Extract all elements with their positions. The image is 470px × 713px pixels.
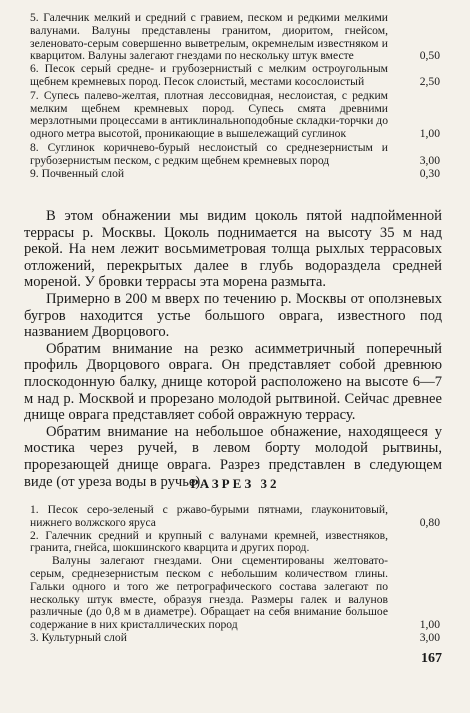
layer-6-thickness: 2,50 — [419, 74, 440, 88]
section-item-1 — [30, 504, 440, 530]
section-item-2 — [30, 530, 440, 632]
layer-9-text: 9. Почвенный слой — [30, 166, 125, 180]
paragraph-3: Обратим внимание на резко асимметричный поперечный профиль Дворцового оврага. Он представляет собой древнюю плоскодонную балку, днище которой расположено на высоте 6—7 м над р. Москвой и прорезано молодой рытвиной. Сейчас древнее днище оврага представляет собой овражную террасу. — [24, 340, 442, 424]
layer-list-bottom — [30, 504, 440, 645]
section-title: РАЗРЕЗ 32 — [190, 476, 280, 491]
layer-item-7 — [30, 90, 440, 141]
section-item-1-thickness: 0,80 — [419, 515, 440, 529]
section-item-1-text: 1. Песок серо-зеленый с ржаво-бурыми пятнами, глауконитовый, нижнего волжского яруса — [30, 503, 388, 529]
section-item-2-subtext: Валуны залегают гнездами. Они сцементированы желтовато-серым, среднезернистым песком с небольшим количеством глины. Гальки одного и того же петрографического состава залегают по нескольку штук вместе, образуя гнезда. Размеры галек и валунов различные (до 0,8 м в диаметре). Обращает на себя внимание большое содержание в них кристаллических пород — [30, 554, 388, 632]
section-item-3-thickness: 3,00 — [419, 630, 440, 644]
layer-7-text: 7. Супесь палево-желтая, плотная лессовидная, неслоистая, с редким мелким щебнем кремневых пород. Супесь смята древними мерзлотными процессами в антиклинальноподобные складки-торчки до одного метра высотой, проникающие в вышележащий суглинок — [30, 88, 388, 141]
layer-5-thickness: 0,50 — [419, 49, 440, 63]
section-item-2-text: 2. Галечник средний и крупный с валунами кремней, известняков, гранита, гнейса, шокшинского кварцита и других пород. — [30, 528, 388, 555]
section-item-2-thickness: 1,00 — [419, 618, 440, 632]
layer-7-thickness: 1,00 — [419, 127, 440, 141]
layer-9-thickness: 0,30 — [419, 166, 440, 180]
layer-item-5 — [30, 12, 440, 63]
paragraph-2: Примерно в 200 м вверх по течению р. Москвы от оползневых бугров находится устье большого оврага, известного под названием Дворцового. — [24, 290, 442, 341]
layer-5-text: 5. Галечник мелкий и средний с гравием, песком и редкими мелкими валунами. Валуны представлены гранитом, диоритом, гнейсом, зеленовато-серым совершенно выветрелым, окремнелым известняком и кварцитом. Валуны залегают гнездами по нескольку штук вместе — [30, 11, 388, 63]
layer-list-top — [30, 12, 440, 180]
section-item-3 — [30, 632, 440, 645]
layer-8-thickness: 3,00 — [419, 153, 440, 167]
page-number: 167 — [421, 651, 442, 666]
layer-8-text: 8. Суглинок коричнево-бурый неслоистый со среднезернистым и грубозернистым песком, с редким щебнем кремневых пород — [30, 140, 388, 167]
body-text — [24, 208, 442, 490]
layer-item-8 — [30, 142, 440, 168]
layer-item-6 — [30, 63, 440, 89]
layer-6-text: 6. Песок серый средне- и грубозернистый с мелким остроугольным щебнем кремневых пород. Песок слоистый, местами косослоистый — [30, 62, 388, 88]
paragraph-1: В этом обнажении мы видим цоколь пятой надпойменной террасы р. Москвы. Цоколь поднимается на высоту 35 м над рекой. На нем лежит восьмиметровая толща рыхлых террасовых отложений, перекрытых далее в глубь водораздела средней мореной. У бровки террасы эта морена размыта. — [24, 208, 442, 291]
paragraph-4: Обратим внимание на небольшое обнажение, находящееся у мостика через ручей, в левом борту молодой рытвины, прорезающей днище оврага. Разрез представлен в следующем виде (от уреза воды в ручье). — [24, 423, 442, 490]
layer-item-9 — [30, 168, 440, 181]
section-item-3-text: 3. Культурный слой — [30, 630, 127, 644]
